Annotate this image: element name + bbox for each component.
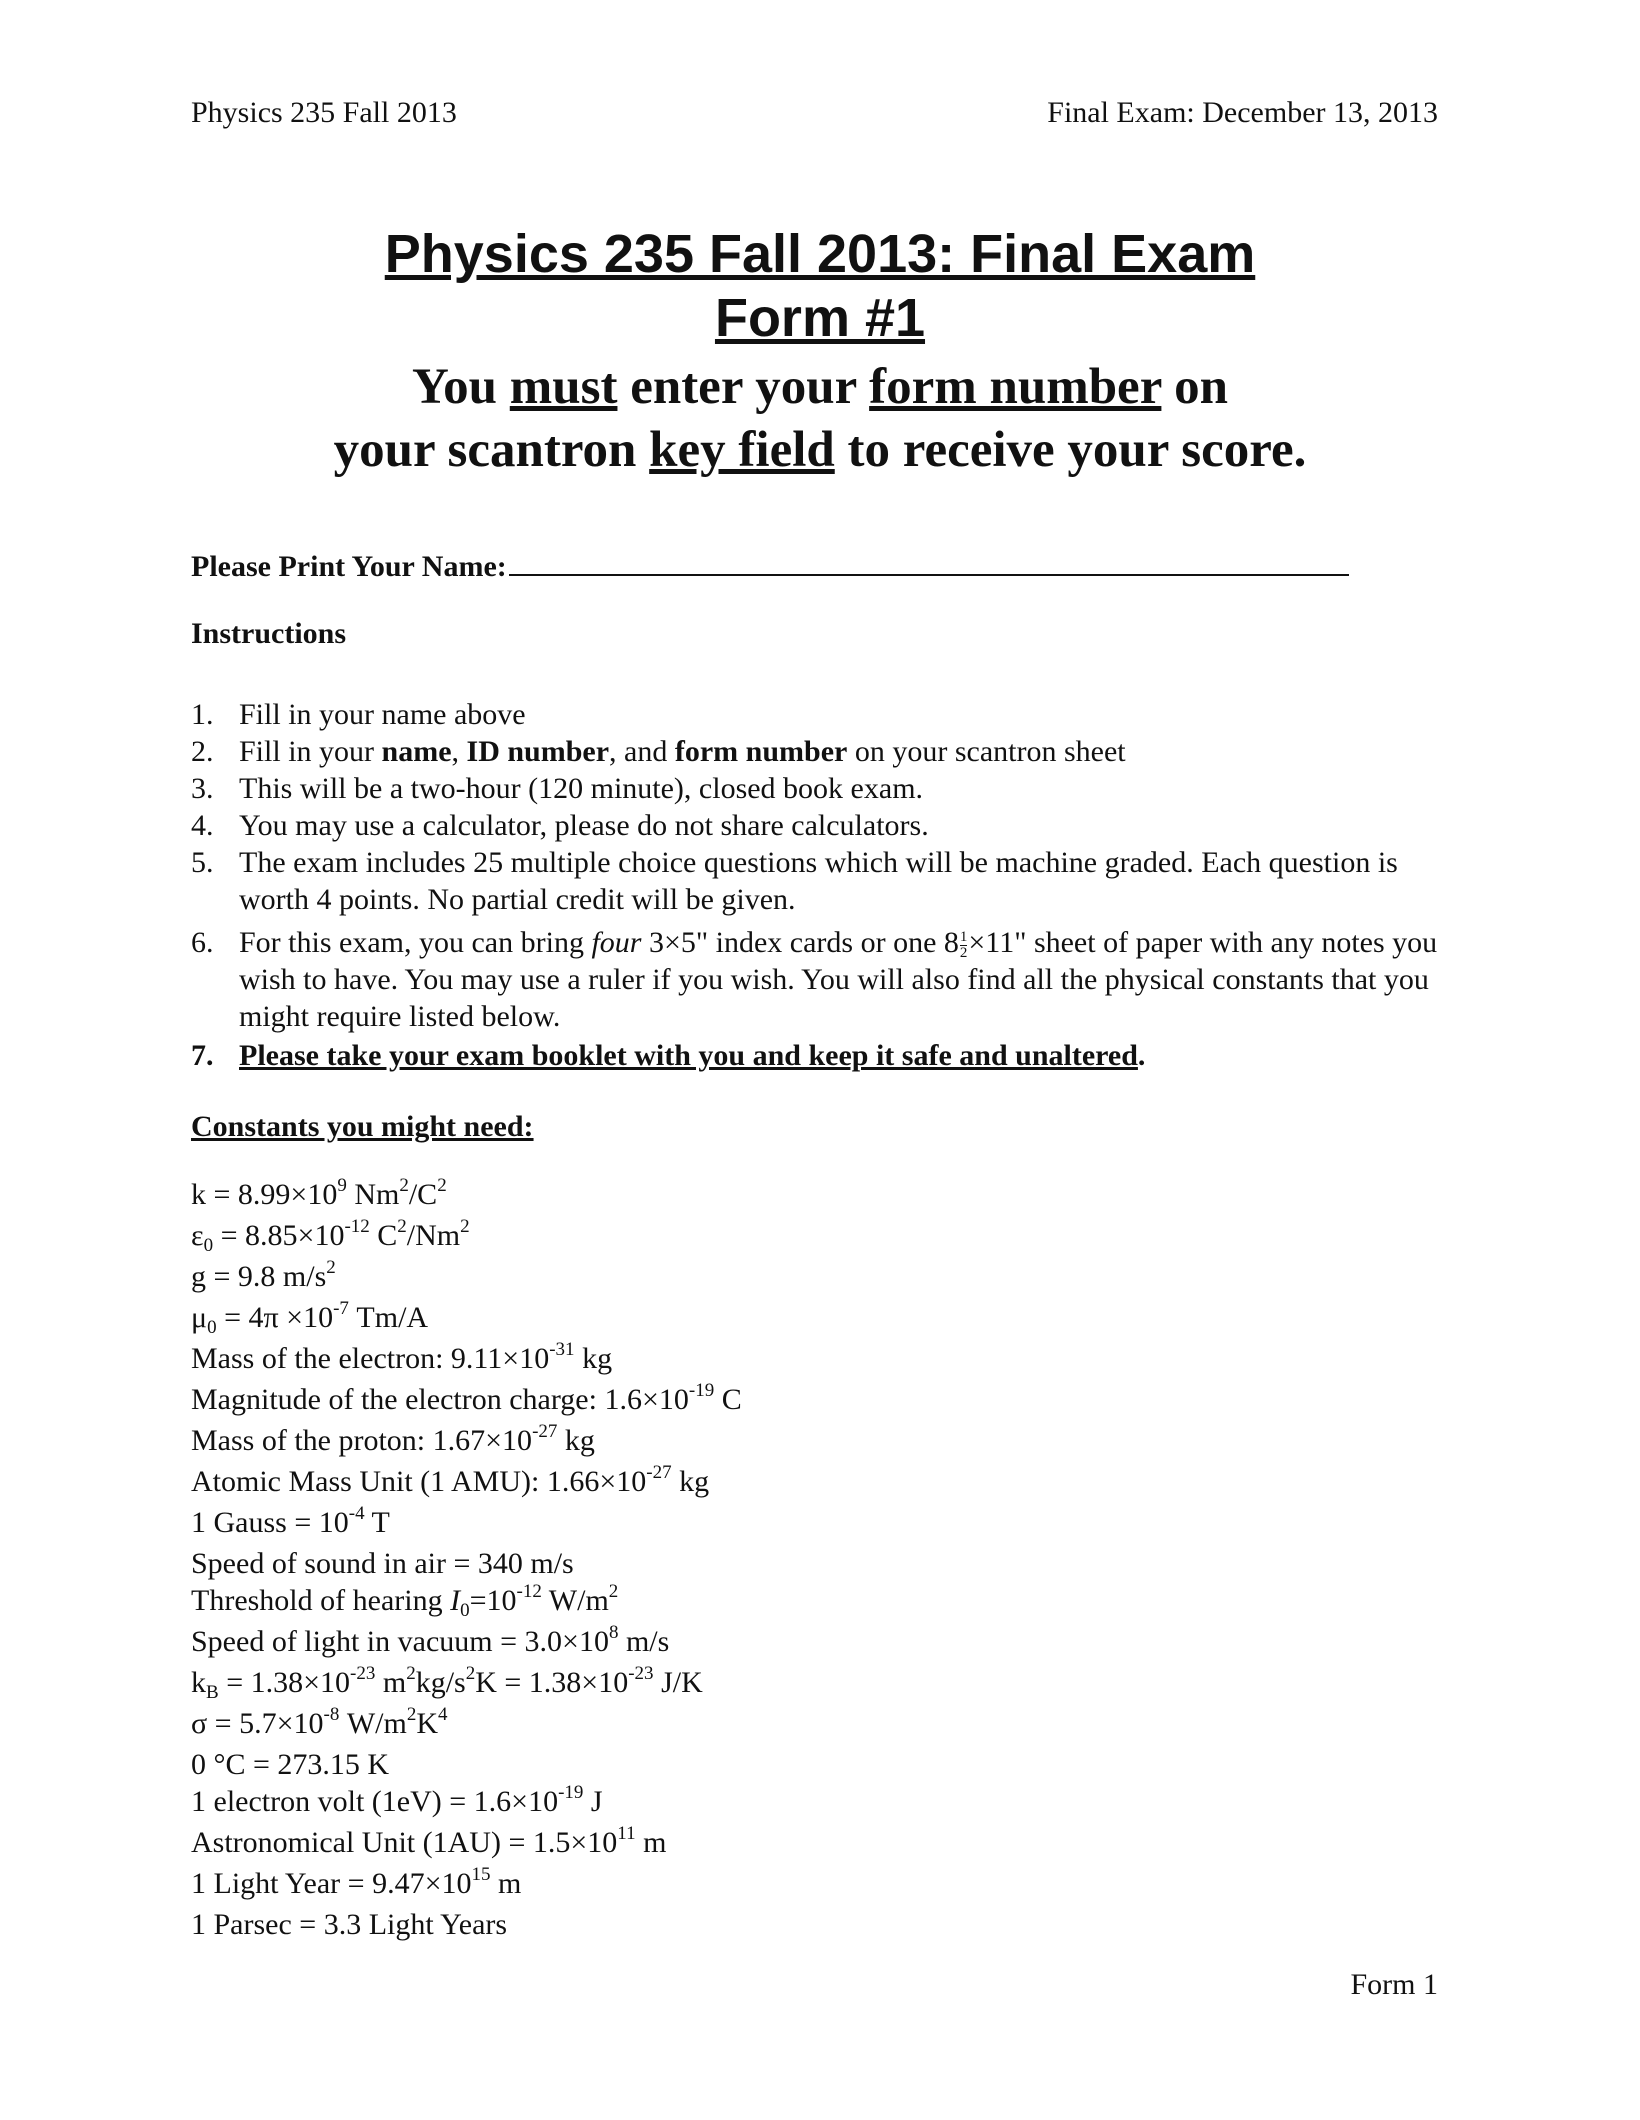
constant-text: 1 electron volt (1eV) = 1.6×10 xyxy=(191,1785,559,1818)
constant-hearing-threshold xyxy=(191,1582,742,1623)
form-number-notice xyxy=(0,356,1640,482)
constant-stefan-boltzmann xyxy=(191,1705,742,1746)
exponent: -23 xyxy=(628,1663,654,1684)
item-number: 1. xyxy=(191,698,214,731)
constant-text: k xyxy=(191,1666,206,1699)
exponent: 2 xyxy=(608,1581,619,1602)
constant-text: Astronomical Unit (1AU) = 1.5×10 xyxy=(191,1826,618,1859)
constant-text: Mass of the proton: 1.67×10 xyxy=(191,1424,533,1457)
constant-light-year xyxy=(191,1865,742,1906)
notice-line-1 xyxy=(0,356,1640,419)
form-number-title: Form #1 xyxy=(714,288,926,348)
exponent: -27 xyxy=(532,1421,558,1442)
constant-text: I xyxy=(450,1584,461,1617)
constant-text: =10 xyxy=(469,1584,517,1617)
subscript: B xyxy=(206,1682,219,1703)
item-text: This will be a two-hour (120 minute), closed book exam. xyxy=(239,772,924,805)
constant-text: k = 8.99×10 xyxy=(191,1178,338,1211)
exponent: -8 xyxy=(323,1704,340,1725)
constant-text: C xyxy=(369,1219,398,1252)
exponent: 2 xyxy=(399,1175,409,1196)
name-field xyxy=(191,546,1349,584)
constant-text: Atomic Mass Unit (1 AMU): 1.66×10 xyxy=(191,1465,647,1498)
instruction-item xyxy=(191,1037,1451,1074)
fraction-numerator: 1 xyxy=(959,928,968,945)
item-bold: name xyxy=(381,735,452,768)
constant-text: g = 9.8 m/s xyxy=(191,1260,327,1293)
item-text: Please take your exam booklet with you and keep it safe and unaltered xyxy=(239,1039,1138,1072)
constant-text: K xyxy=(416,1707,439,1740)
constant-text: m xyxy=(375,1666,407,1699)
constant-speed-of-light xyxy=(191,1623,742,1664)
constant-text: kg/s xyxy=(415,1666,466,1699)
fraction xyxy=(960,930,968,961)
constant-text: T xyxy=(364,1506,390,1539)
constant-text: m xyxy=(635,1826,667,1859)
exponent: 2 xyxy=(406,1663,416,1684)
item-text: The exam includes 25 multiple choice questions which will be machine graded. Each question is worth 4 points. No partial credit will be given. xyxy=(239,846,1398,916)
instruction-item xyxy=(191,696,1451,733)
item-text: You may use a calculator, please do not share calculators. xyxy=(239,809,929,842)
item-number: 5. xyxy=(191,846,214,879)
constant-astronomical-unit xyxy=(191,1824,742,1865)
subscript: 0 xyxy=(203,1235,214,1256)
name-prompt: Please Print Your Name: xyxy=(191,550,507,583)
exponent: 15 xyxy=(471,1864,491,1885)
constant-text: K = 1.38×10 xyxy=(475,1666,629,1699)
exam-title-line: Physics 235 Fall 2013: Final Exam xyxy=(384,224,1256,284)
item-text: 3×5" index cards or one xyxy=(641,926,944,959)
constant-gauss xyxy=(191,1504,742,1545)
subscript: 0 xyxy=(207,1317,217,1338)
header-course: Physics 235 Fall 2013 xyxy=(191,96,457,129)
item-number: 6. xyxy=(191,926,214,959)
constant-gravity xyxy=(191,1258,742,1299)
item-text: , and xyxy=(609,735,675,768)
constants-list xyxy=(191,1176,742,1943)
constant-text: = 8.85×10 xyxy=(213,1219,345,1252)
constant-text: Magnitude of the electron charge: 1.6×10 xyxy=(191,1383,689,1416)
exponent: -27 xyxy=(646,1462,672,1483)
constant-permeability xyxy=(191,1299,742,1340)
instruction-item xyxy=(191,807,1451,844)
constant-text: ε xyxy=(191,1219,204,1252)
exponent: -19 xyxy=(558,1782,584,1803)
exponent: -12 xyxy=(344,1216,370,1237)
exponent: -4 xyxy=(348,1503,365,1524)
constant-text: m xyxy=(490,1867,522,1900)
constant-text: kg xyxy=(671,1465,710,1498)
constant-text: /C xyxy=(408,1178,438,1211)
constant-text: = 1.38×10 xyxy=(218,1666,351,1699)
exponent: 2 xyxy=(437,1175,447,1196)
exponent: -12 xyxy=(516,1581,542,1602)
constant-proton-mass xyxy=(191,1422,742,1463)
notice-text: to receive your score. xyxy=(834,422,1307,478)
constant-text: = 4π ×10 xyxy=(216,1301,334,1334)
constant-text: 0 °C = 273.15 K xyxy=(191,1748,390,1781)
notice-line-2 xyxy=(0,419,1640,482)
notice-text: You xyxy=(411,359,510,415)
header-exam-date: Final Exam: December 13, 2013 xyxy=(1047,96,1438,129)
exponent: 2 xyxy=(460,1216,470,1237)
constant-text: C xyxy=(714,1383,742,1416)
constant-text: μ xyxy=(191,1301,208,1334)
instructions-list xyxy=(191,696,1451,1074)
constant-text: 1 Parsec = 3.3 Light Years xyxy=(191,1908,508,1941)
constant-text: Speed of light in vacuum = 3.0×10 xyxy=(191,1625,609,1658)
constant-amu xyxy=(191,1463,742,1504)
item-number: 7. xyxy=(191,1039,214,1072)
item-number: 3. xyxy=(191,772,214,805)
constant-text: J/K xyxy=(653,1666,703,1699)
constant-text: /Nm xyxy=(406,1219,461,1252)
constants-heading: Constants you might need: xyxy=(191,1110,534,1143)
instruction-item xyxy=(191,733,1451,770)
exam-title xyxy=(0,222,1640,350)
exponent: 2 xyxy=(465,1663,476,1684)
instruction-item xyxy=(191,770,1451,807)
subscript: 0 xyxy=(460,1600,470,1621)
notice-emphasis: key field xyxy=(649,422,835,478)
item-text: Fill in your name above xyxy=(239,698,526,731)
item-italic: four xyxy=(591,926,642,959)
exponent: -19 xyxy=(688,1380,715,1401)
constant-text: Threshold of hearing xyxy=(191,1584,451,1617)
item-text: For this exam, you can bring xyxy=(239,926,592,959)
constant-zero-celsius xyxy=(191,1746,742,1783)
instruction-item xyxy=(191,924,1451,1035)
item-text: Fill in your xyxy=(239,735,382,768)
notice-text: your scantron xyxy=(333,422,650,478)
exponent: 2 xyxy=(326,1257,336,1278)
constant-text: 1 Gauss = 10 xyxy=(191,1506,349,1539)
exponent: -23 xyxy=(350,1663,376,1684)
fraction-denominator: 2 xyxy=(959,944,968,961)
constant-text: Tm/A xyxy=(348,1301,429,1334)
constant-electron-volt xyxy=(191,1783,742,1824)
item-text: . xyxy=(1137,1039,1146,1072)
constant-text: σ = 5.7×10 xyxy=(191,1707,324,1740)
item-text: on your scantron sheet xyxy=(847,735,1126,768)
item-text: , xyxy=(451,735,467,768)
constant-text: Speed of sound in air = 340 m/s xyxy=(191,1547,574,1580)
notice-emphasis: form number xyxy=(869,359,1162,415)
constant-text: Nm xyxy=(346,1178,400,1211)
instruction-item xyxy=(191,844,1451,918)
item-bold: form number xyxy=(674,735,848,768)
constant-electron-mass xyxy=(191,1340,742,1381)
constant-electron-charge xyxy=(191,1381,742,1422)
constant-text: kg xyxy=(574,1342,613,1375)
exponent: 9 xyxy=(337,1175,347,1196)
item-number: 4. xyxy=(191,809,214,842)
notice-text: enter your xyxy=(617,359,870,415)
exponent: -31 xyxy=(549,1339,575,1360)
notice-text: on xyxy=(1161,359,1229,415)
constant-text: 1 Light Year = 9.47×10 xyxy=(191,1867,472,1900)
constant-coulomb xyxy=(191,1176,742,1217)
constant-text: m/s xyxy=(618,1625,670,1658)
constant-text: J xyxy=(583,1785,603,1818)
constant-text: W/m xyxy=(339,1707,407,1740)
exponent: 2 xyxy=(397,1216,407,1237)
constant-text: Mass of the electron: 9.11×10 xyxy=(191,1342,550,1375)
name-blank-line[interactable] xyxy=(509,546,1349,576)
instructions-heading: Instructions xyxy=(191,617,347,650)
item-bold: ID number xyxy=(466,735,610,768)
exponent: -7 xyxy=(333,1298,349,1319)
footer-form-number: Form 1 xyxy=(1350,1968,1438,2001)
constant-text: kg xyxy=(557,1424,595,1457)
constant-parsec xyxy=(191,1906,742,1943)
item-text: ×11" sheet of paper with any notes you wish to have. You may use a ruler if you wish. You will also find all the physical constants that you might require listed below. xyxy=(239,926,1438,1033)
exponent: 2 xyxy=(406,1704,417,1725)
constant-speed-of-sound xyxy=(191,1545,742,1582)
exponent: 11 xyxy=(617,1823,636,1844)
constant-permittivity xyxy=(191,1217,742,1258)
constant-text: W/m xyxy=(541,1584,609,1617)
constant-boltzmann xyxy=(191,1664,742,1705)
exponent: 8 xyxy=(608,1622,619,1643)
item-number: 2. xyxy=(191,735,214,768)
notice-emphasis: must xyxy=(509,359,618,415)
exponent: 4 xyxy=(438,1704,448,1725)
fraction-whole: 8 xyxy=(943,926,959,959)
